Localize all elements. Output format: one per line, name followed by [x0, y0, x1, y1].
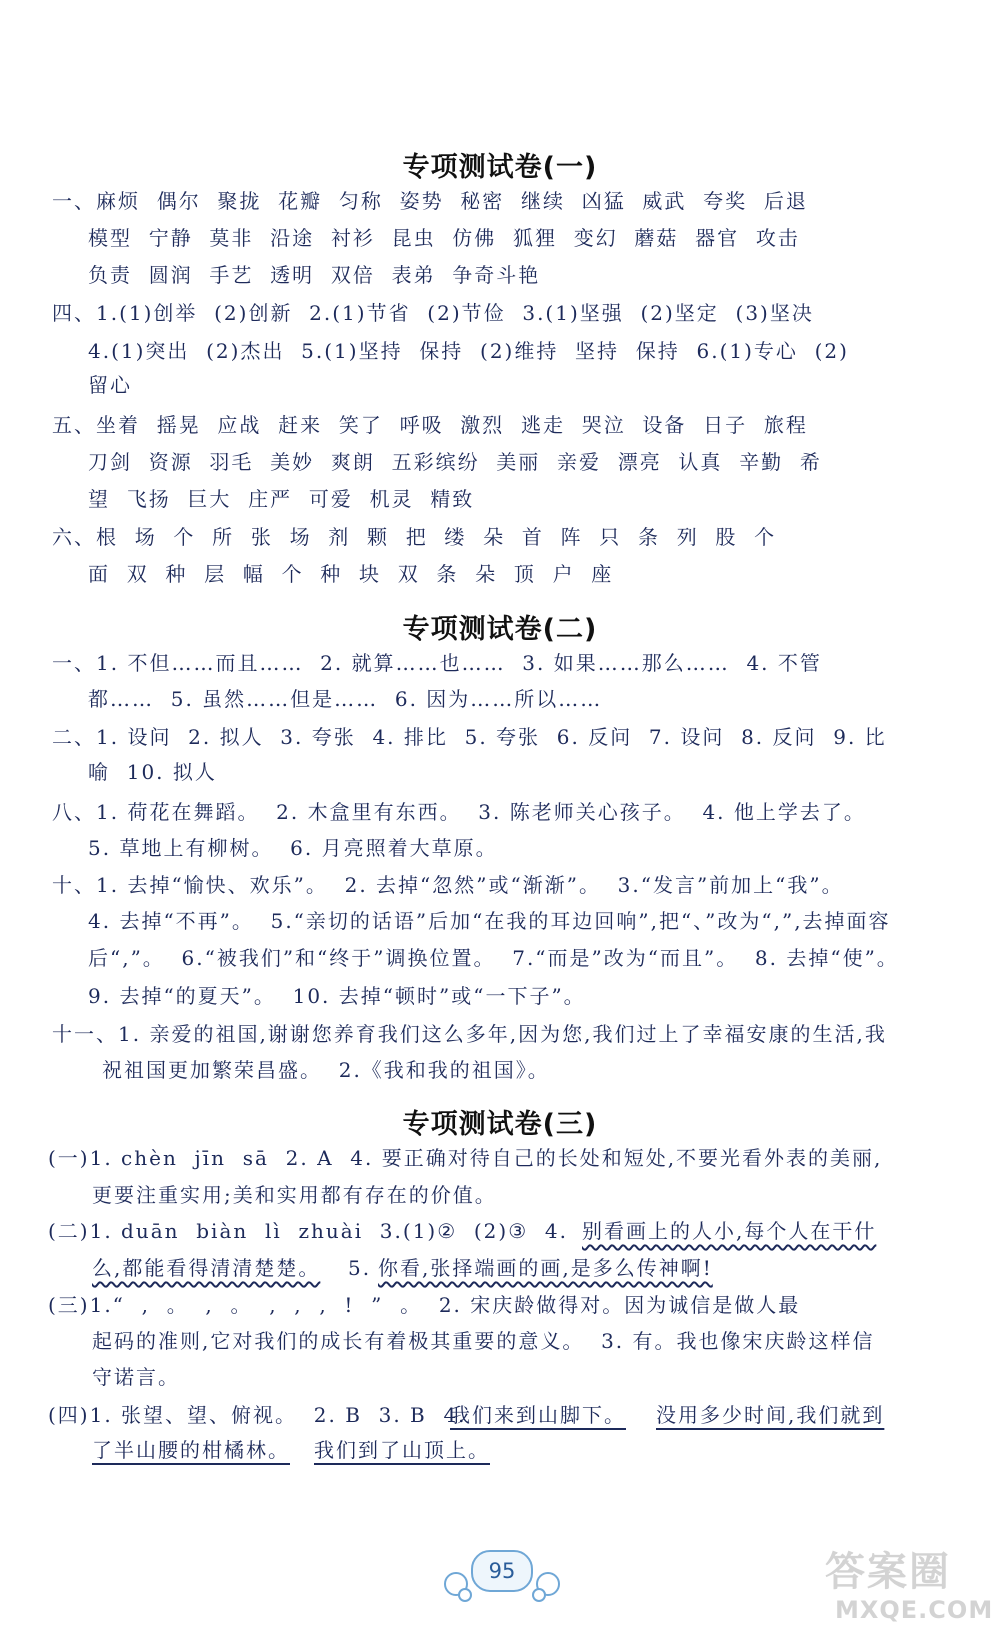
s2-line-8: 4. 去掉“不再”。 5.“亲切的话语”后加“在我的耳边回响”,把“、”改为“,”,去掉面容 [88, 909, 891, 933]
s2-line-4: 喻 10. 拟人 [88, 760, 217, 784]
section-title-1: 专项测试卷(一) [402, 152, 598, 183]
s3-underline-4: 我们来到山脚下。 [450, 1403, 626, 1427]
s3-underline-5: 没用多少时间,我们就到 [656, 1403, 885, 1427]
s2-line-9: 后“,”。 6.“被我们”和“终于”调换位置。 7.“而是”改为“而且”。 8. 去掉“使”。 [88, 946, 899, 970]
s2-line-10: 9. 去掉“的夏天”。 10. 去掉“顿时”或“一下子”。 [88, 984, 586, 1008]
s2-line-3: 二、1. 设问 2. 拟人 3. 夸张 4. 排比 5. 夸张 6. 反问 7. 设问 8. 反问 9. 比 [52, 725, 887, 749]
s3-underline-6: 了半山腰的柑橘林。 [92, 1438, 290, 1462]
s3-underline-3: 你看,张择端画的画,是多么传神啊! [378, 1256, 713, 1280]
s2-line-7: 十、1. 去掉“愉快、欢乐”。 2. 去掉“忽然”或“渐渐”。 3.“发言”前加上“我”。 [52, 873, 844, 897]
s3-underline-1: 别看画上的人小,每个人在干什 [582, 1219, 877, 1243]
s2-line-5: 八、1. 荷花在舞蹈。 2. 木盒里有东西。 3. 陈老师关心孩子。 4. 他上学去了。 [52, 800, 866, 824]
s3-line-7: 守诺言。 [92, 1365, 180, 1389]
s2-line-6: 5. 草地上有柳树。 6. 月亮照着大草原。 [88, 836, 498, 860]
section-title-2: 专项测试卷(二) [402, 614, 598, 645]
s2-line-12: 祝祖国更加繁荣昌盛。 2.《我和我的祖国》。 [102, 1058, 550, 1082]
s3-line-5: (三)1.“ , 。 , 。 , , , ! ” 。 2. 宋庆龄做得对。因为诚信是做人最 [48, 1293, 801, 1317]
s1-line-10: 六、根 场 个 所 张 场 剂 颗 把 缕 朵 首 阵 只 条 列 股 个 [52, 525, 777, 549]
s1-line-2: 模型 宁静 莫非 沿途 衬衫 昆虫 仿佛 狐狸 变幻 蘑菇 器官 攻击 [88, 226, 800, 250]
s3-line-1: (一)1. chèn jīn sā 2. A 4. 要正确对待自己的长处和短处,不要光看外表的美丽, [48, 1146, 883, 1170]
watermark-text: 答案圈 [825, 1549, 951, 1595]
s1-line-6: 留心 [88, 373, 132, 397]
s3-line-2: 更要注重实用;美和实用都有存在的价值。 [92, 1183, 497, 1207]
s3-line-3: (二)1. duān biàn lì zhuài 3.(1)② (2)③ 4. [48, 1219, 568, 1243]
page-number: 95 [471, 1550, 533, 1592]
s3-line-6: 起码的准则,它对我们的成长有着极其重要的意义。 3. 有。我也像宋庆龄这样信 [92, 1329, 875, 1353]
page-number-badge [440, 1542, 560, 1606]
s1-line-7: 五、坐着 摇晃 应战 赶来 笑了 呼吸 激烈 逃走 哭泣 设备 日子 旅程 [52, 413, 808, 437]
watermark-url: MXQE.COM [835, 1596, 994, 1624]
watermark-logo [825, 1538, 995, 1628]
s1-line-11: 面 双 种 层 幅 个 种 块 双 条 朵 顶 户 座 [88, 562, 614, 586]
bubble-decoration [458, 1588, 472, 1602]
s2-line-2: 都…… 5. 虽然……但是…… 6. 因为……所以…… [88, 687, 603, 711]
s3-line-4-num: 5. [348, 1256, 372, 1280]
s3-underline-7: 我们到了山顶上。 [314, 1438, 490, 1462]
s1-line-5: 4.(1)突出 (2)杰出 5.(1)坚持 保持 (2)维持 坚持 保持 6.(1)专心 (2) [88, 339, 849, 363]
s1-line-8: 刀剑 资源 羽毛 美妙 爽朗 五彩缤纷 美丽 亲爱 漂亮 认真 辛勤 希 [88, 450, 822, 474]
s1-line-3: 负责 圆润 手艺 透明 双倍 表弟 争奇斗艳 [88, 263, 541, 287]
s1-line-9: 望 飞扬 巨大 庄严 可爱 机灵 精致 [88, 487, 475, 511]
s1-line-4: 四、1.(1)创举 (2)创新 2.(1)节省 (2)节俭 3.(1)坚强 (2)坚定 (3)坚决 [52, 301, 814, 325]
section-title-3: 专项测试卷(三) [402, 1109, 598, 1140]
s1-line-1: 一、麻烦 偶尔 聚拢 花瓣 匀称 姿势 秘密 继续 凶猛 威武 夸奖 后退 [52, 189, 808, 213]
s2-line-1: 一、1. 不但……而且…… 2. 就算……也…… 3. 如果……那么…… 4. 不管 [52, 651, 822, 675]
s2-line-11: 十一、1. 亲爱的祖国,谢谢您养育我们这么多年,因为您,我们过上了幸福安康的生活,我 [52, 1022, 887, 1046]
bubble-decoration [532, 1588, 546, 1602]
s3-line-8: (四)1. 张望、望、俯视。 2. B 3. B 4. [48, 1403, 467, 1427]
s3-underline-2: 么,都能看得清清楚楚。 [92, 1256, 321, 1280]
